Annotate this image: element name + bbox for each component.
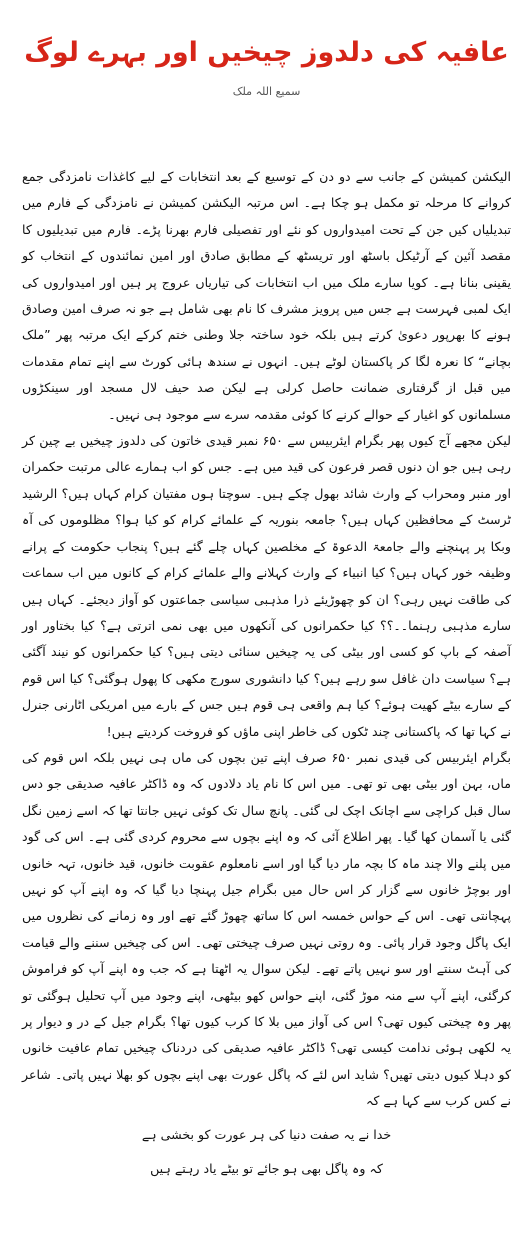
article-headline: عافیہ کی دلدوز چیخیں اور بہرے لوگ: [24, 37, 509, 68]
poem-couplet: [22, 1121, 511, 1183]
article-paragraph: الیکشن کمیشن کے جانب سے دو دن کے توسیع کے بعد انتخابات کے لیے کاغذات نامزدگی جمع کروانے کا مرحلہ تو مکمل ہو چکا ہے۔ اس مرتبہ الیکشن کمیشن نے نامزدگی کے فارم میں تبدیلیاں کیں جن کے تحت امیدواروں کو نئے اور تفصیلی فارم بھرنا پڑے۔ فارم میں تبدیلیوں کا مقصد آئین کے آرٹیکل باسٹھ اور تریسٹھ کے مطابق صادق اور امین نمائندوں کے انتخاب کو یقینی بنانا ہے۔ کویا سارے ملک میں اب انتخابات کی تیاریاں عروج پر ہیں اور امیدواروں کی ایک لمبی فہرست ہے جس میں پرویز مشرف کا نام بھی شامل ہے جو نہ صرف امین وصادق ہونے کا بھرپور دعویٰ کرتے ہیں بلکہ خود ساختہ جلا وطنی ختم کرکے ایک مرتبہ پھر ”ملک بچانے“ کا نعرہ لگا کر پاکستان لوٹے ہیں۔ انہوں نے سندھ ہائی کورٹ سے اپنے تمام مقدمات میں قبل از گرفتاری ضمانت حاصل کرلی ہے لیکن صد حیف لال مسجد اور سینکڑوں مسلمانوں کو اغیار کے حوالے کرنے کا کوئی مقدمہ سرے سے موجود ہی نہیں۔: [22, 169, 511, 422]
author-byline: سمیع اللہ ملک: [232, 85, 301, 98]
poem-line: خدا نے یہ صفت دنیا کی ہر عورت کو بخشی ہے: [141, 1126, 392, 1142]
article-paragraph: لیکن مجھے آج کیوں پھر بگرام ایئربیس سے ۶۵۰ نمبر قیدی خاتون کی دلدوز چیخیں بے چین کر رہی ہیں جو ان دنوں قصر فرعون کی قید میں ہے۔ جس کو اب ہمارے عالی مرتبت حکمران اور منبر ومحراب کے وارث شائد بھول چکے ہیں۔ سوچتا ہوں مفتیان کرام کہاں ہیں؟ الرشید ٹرسٹ کے محافظین کہاں ہیں؟ جامعہ بنوریہ کے علمائے کرام کو کیا ہوا؟ مظلوموں کی آہ وبکا پر پہنچنے والے جامعۃ الدعوۃ کے مخلصین کہاں چلے گئے ہیں؟ پنجاب حکومت کے پرانے وظیفہ خور کہاں ہیں؟ کیا انبیاء کے وارث کہلانے والے علمائے کرام کے کانوں میں اب سماعت کی طاقت نہیں رہی؟ ان کو چھوڑیئے ذرا مذہبی سیاسی جماعتوں کو آواز دیجئے۔ کہاں ہیں سارے مذہبی رہنما۔۔؟؟ کیا حکمرانوں کی آنکھوں میں بھی نمی اترتی ہے؟ کیا بختاور اور آصفہ کے باپ کو کسی اور بیٹی کی یہ چیخیں سنائی دیتی ہیں؟ کیا حکمرانوں کو نیند آگئی ہے؟ سیاست دان غافل سو رہے ہیں؟ کیا دانشوری سورج مکھی کا پھول ہوگئی؟ کیا اس قوم کے سارے بیٹے کھیت ہوئے؟ کیا ہم واقعی ہی قوم ہیں جس کے بارے میں امریکی اٹارنی جنرل نے کہا تھا کہ پاکستانی چند ٹکوں کی خاطر اپنی ماؤں کو فروخت کردیتے ہیں!: [22, 433, 511, 739]
article-paragraph: بگرام ایئربیس کی قیدی نمبر ۶۵۰ صرف اپنے تین بچوں کی ماں ہی نہیں بلکہ اس قوم کی ماں، بہن اور بیٹی بھی تو تھی۔ میں اس کا نام یاد دلادوں کہ وہ ڈاکٹر عافیہ صدیقی جو دس سال قبل کراچی سے اچانک اچک لی گئی۔ پانچ سال تک کوئی نہیں جانتا تھا کہ اسے زمین نگل گئی یا آسمان کھا گیا۔ پھر اطلاع آئی کہ وہ اپنے بچوں سے محروم کردی گئی ہے۔ اس کی گود میں پلنے والا چند ماہ کا بچہ مار دیا گیا اور اسے نامعلوم عقوبت خانوں، قید خانوں، تہہ خانوں اور بوچڑ خانوں سے گزار کر اس حال میں بگرام جیل پہنچا دیا گیا کہ وہ اپنے آپ کو نہیں پہچانتی تھی۔ اس کے حواس خمسہ اس کا ساتھ چھوڑ گئے تھے اور وہ زمانے کی نظروں میں ایک پاگل وجود قرار پائی۔ وہ روتی نہیں صرف چیختی تھی۔ اس کی چیخیں سننے والے قیامت کی آہٹ سنتے اور سو نہیں پاتے تھے۔ لیکن سوال یہ اٹھتا ہے کہ جب وہ اپنے آپ کو فراموش کرگئی، اپنے آپ سے منہ موڑ گئی، اپنے حواس کھو بیٹھی، اپنے وجود میں آپ تحلیل ہوگئی تو پھر وہ چیختی کیوں تھی؟ اس کی آواز میں بلا کا کرب کیوں تھا؟ بگرام جیل کے در و دیوار پر یہ لکھی ہوئی ندامت کیسی تھی؟ ڈاکٹر عافیہ صدیقی کی دردناک چیخیں تمام عافیت خانوں کو دہلا کیوں دیتی تھیں؟ شاید اس لئے کہ پاگل عورت بھی اپنے بچوں کو بھلا نہیں پاتی۔ شاعر نے کس کرب سے کہا ہے کہ: [22, 749, 511, 1109]
article-body: [22, 164, 511, 1115]
poem-line: کہ وہ پاگل بھی ہو جائے تو بیٹے یاد رہتے ہیں: [150, 1160, 383, 1176]
